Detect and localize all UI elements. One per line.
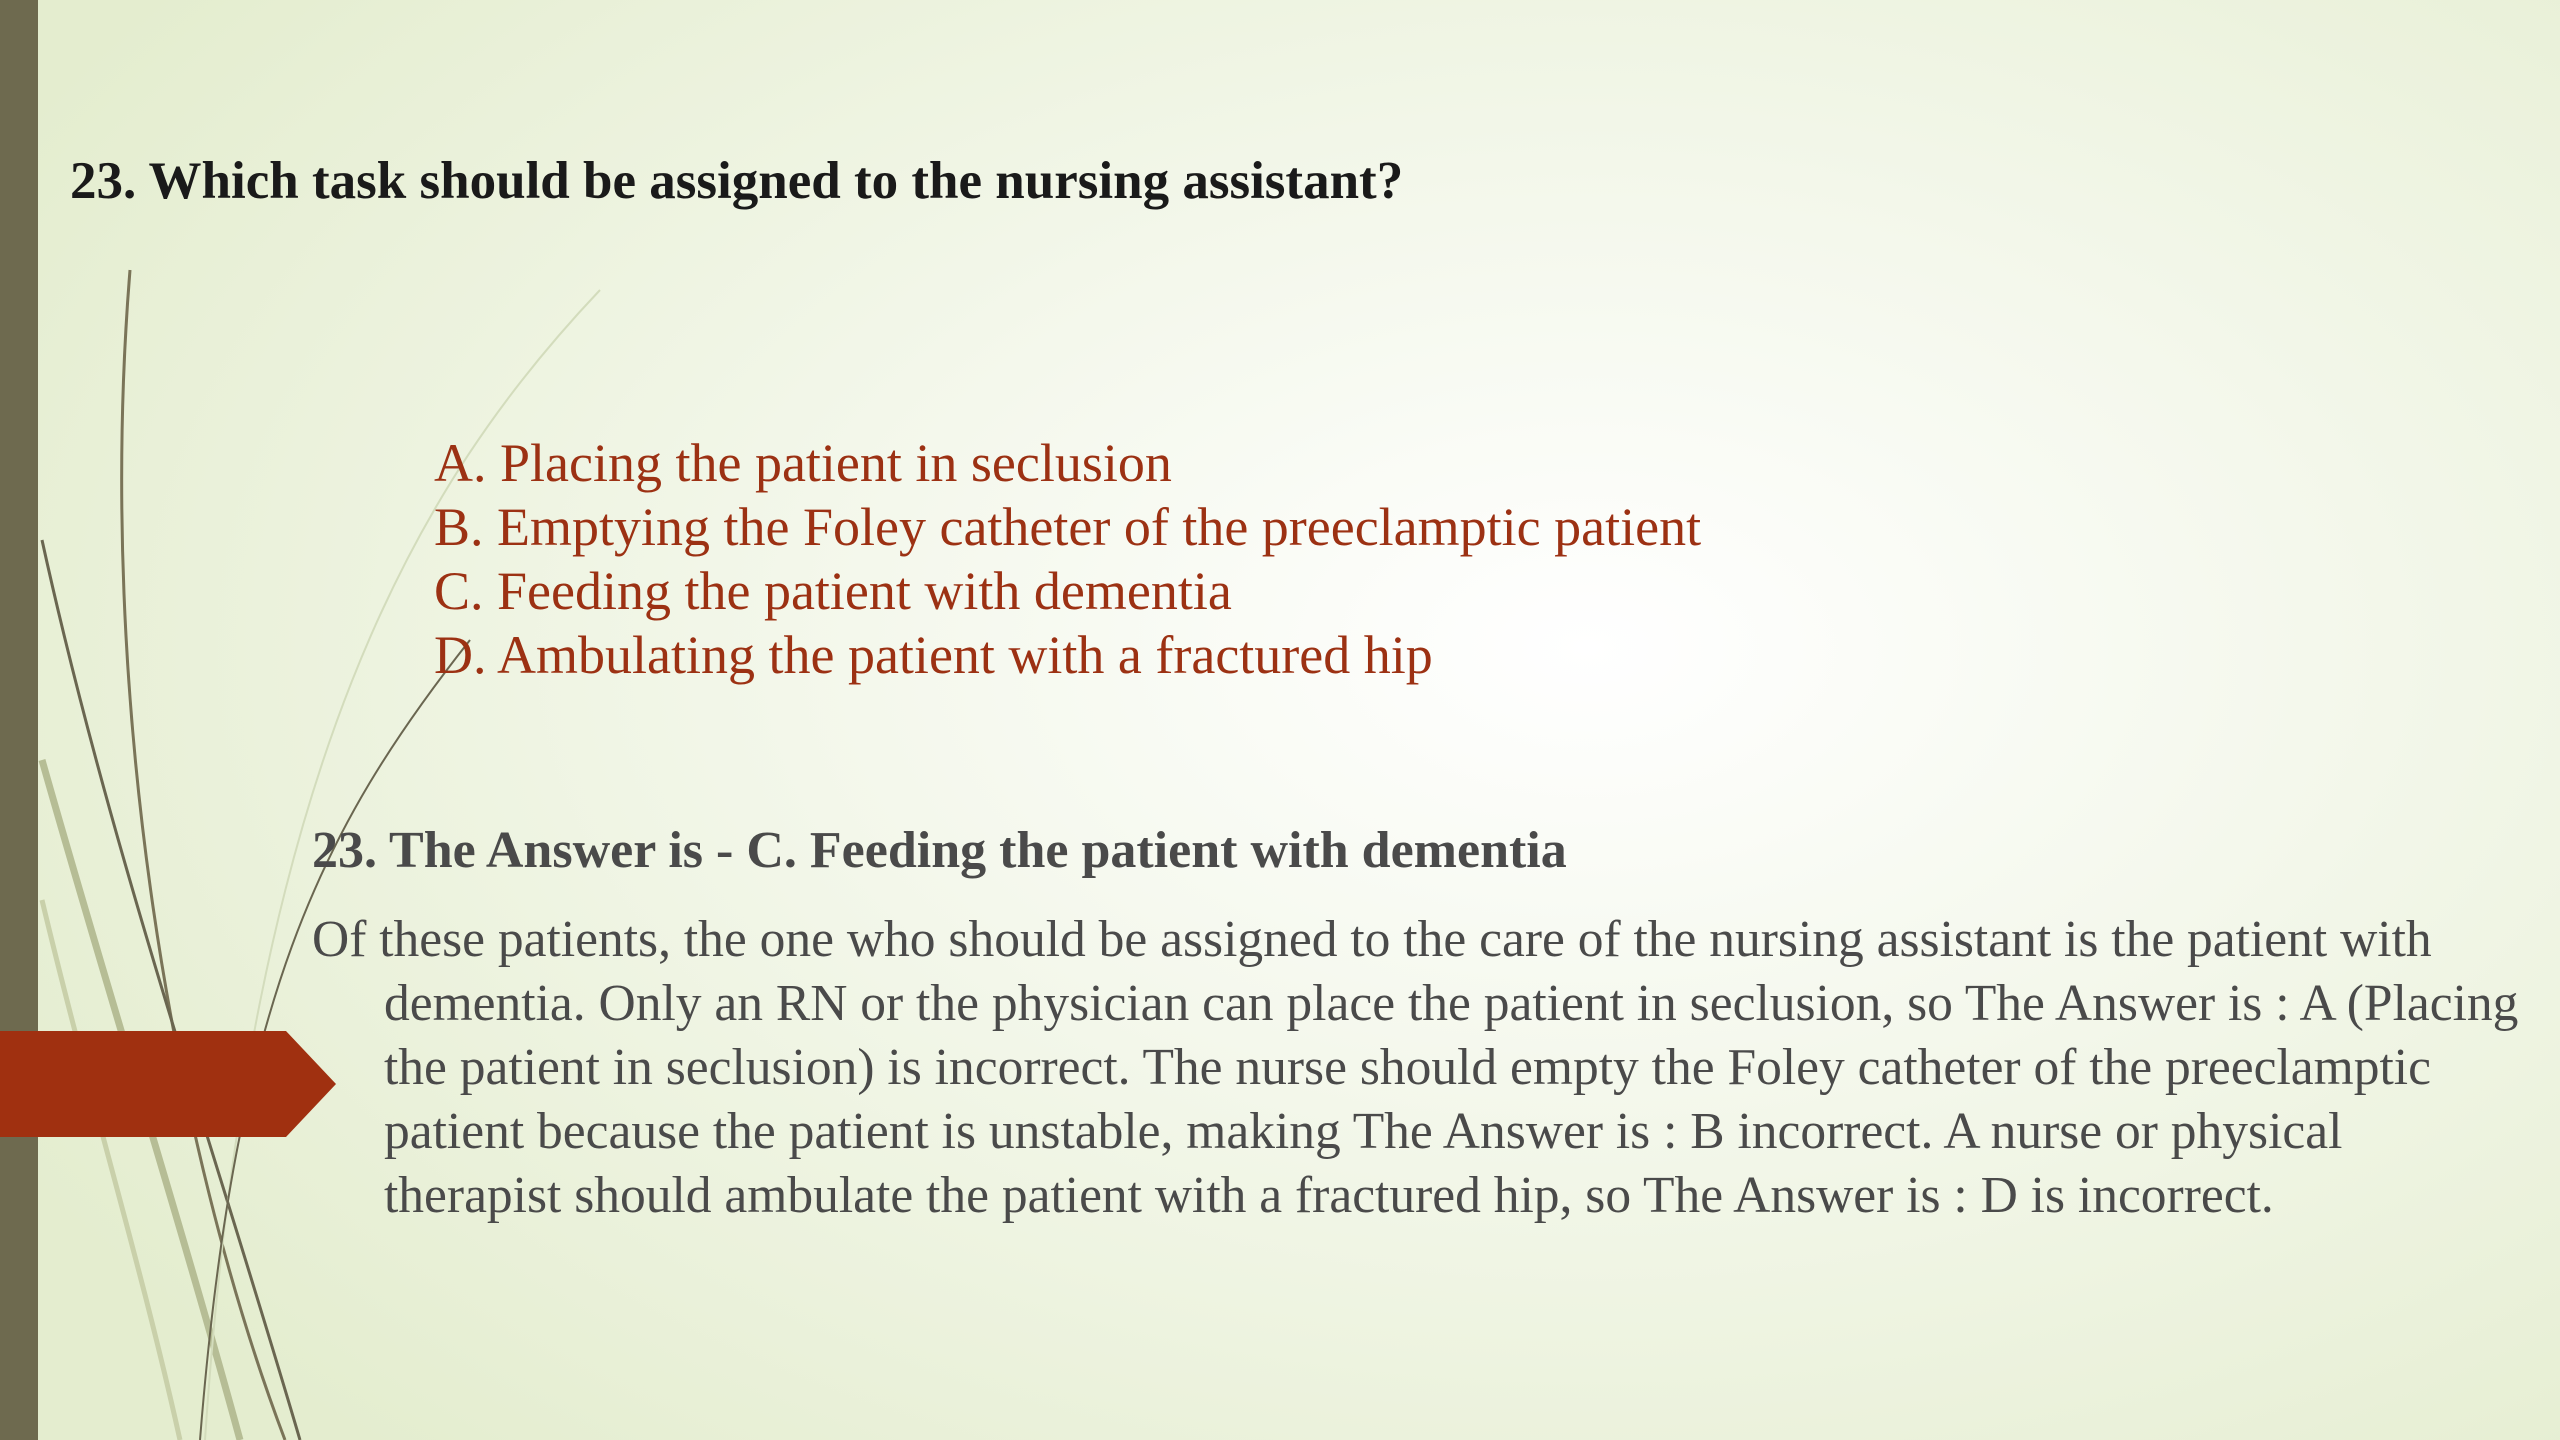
answer-explanation: Of these patients, the one who should be assigned to the care of the nursing assistant is the patient with dementia. Only an RN or the physician can place the patient in seclusion, so The Answer is : A (Placing the patient in seclusion) is incorrect. The nurse should empty the Foley catheter of the preeclamptic patient because the patient is unstable, making The Answer is : B incorrect. A nurse or physical therapist should ambulate the patient with a fractured hip, so The Answer is : D is incorrect. [312,911,2519,1224]
answer-heading: 23. The Answer is - C. Feeding the patient with dementia [312,822,1567,879]
option-b: B. Emptying the Foley catheter of the preeclamptic patient [434,497,1702,557]
red-arrow-tag [0,1031,336,1137]
option-d: D. Ambulating the patient with a fractured hip [434,625,1433,685]
option-a: A. Placing the patient in seclusion [434,433,1172,493]
option-c: C. Feeding the patient with dementia [434,561,1232,621]
answer-options-list [434,431,1701,687]
question-title: 23. Which task should be assigned to the nursing assistant? [70,152,1404,210]
